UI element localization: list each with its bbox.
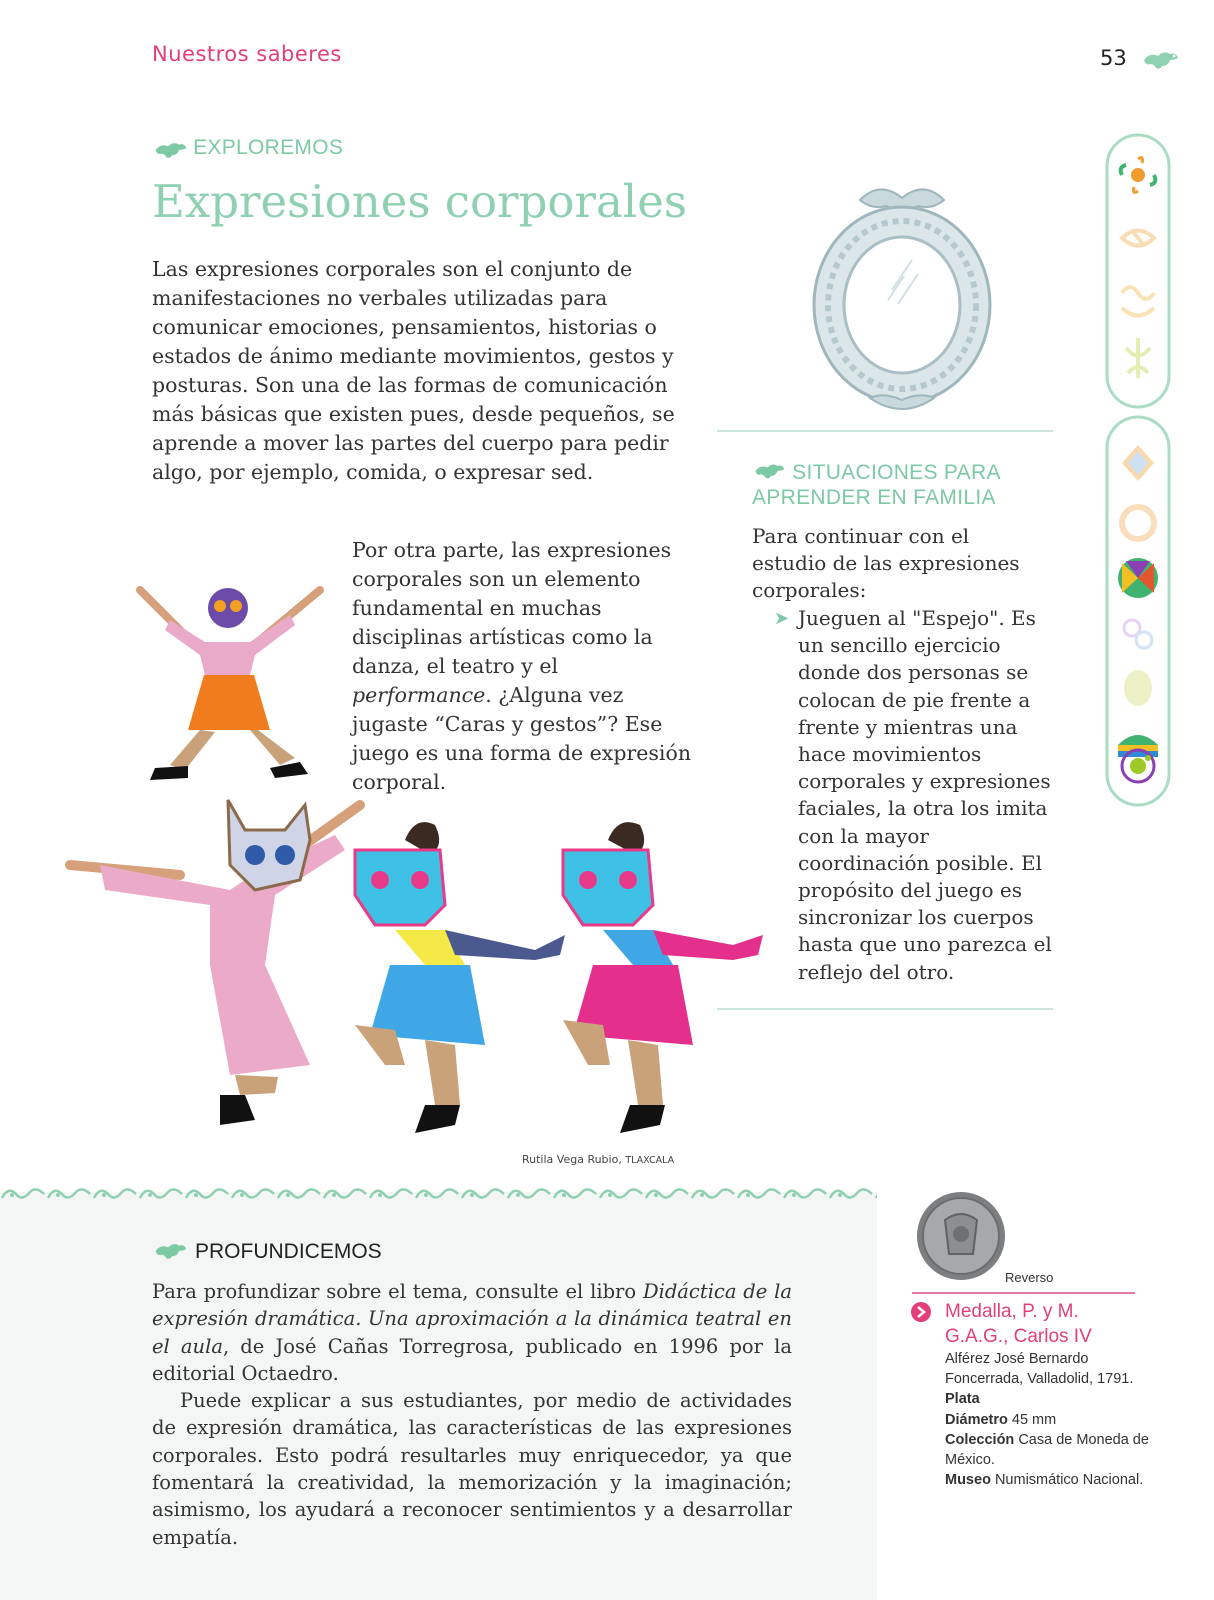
museum-value: Numismático Nacional. xyxy=(994,1472,1144,1489)
list-item-text: Jueguen al "Espejo". Es un sencillo ejercicio donde dos personas se colocan de pie frente a frente y mientras una hace movimientos corporales y expresiones faciales, la otra los imita con la mayor coordinación posible. El propósito del juego es sincronizar los cuerpos hasta que uno parezca el reflejo del otro. xyxy=(798,606,1052,984)
lizard-icon xyxy=(152,1238,188,1264)
second-paragraph xyxy=(352,536,702,797)
medal-image xyxy=(915,1190,1007,1282)
family-top-rule xyxy=(717,430,1053,432)
masked-dancer-illustration xyxy=(130,580,330,785)
intro-paragraph: Las expresiones corporales son el conjunto de manifestaciones no verbales utilizadas para comunicar emociones, pensamientos, historias o estados de ánimo mediante movimientos, gestos y posturas. Son una de las formas de comunicación más básicas que existen pues, desde pequeños, se aprende a mover las partes del cuerpo para pedir algo, por ejemplo, comida, o expresar sed. xyxy=(152,257,675,484)
bullet-arrow-icon: ➤ xyxy=(774,608,790,629)
diameter-label: Diámetro xyxy=(945,1411,1008,1428)
para2-start: Por otra parte, las expresiones corporales son un elemento fundamental en muchas disciplinas artísticas como la danza, el teatro y el xyxy=(352,538,672,678)
mirror-illustration xyxy=(800,180,1005,415)
diameter-value: 45 mm xyxy=(1011,1411,1057,1428)
page-number: 53 xyxy=(1100,46,1127,70)
family-kicker-line2: APRENDER EN FAMILIA xyxy=(752,486,996,509)
medal-material: Plata xyxy=(945,1391,980,1408)
deepen-text xyxy=(152,1278,792,1551)
illustration-credit xyxy=(522,1153,674,1166)
explore-kicker: EXPLOREMOS xyxy=(193,136,344,159)
lizard-icon xyxy=(1140,46,1180,74)
theme-icon-9 xyxy=(1124,670,1152,706)
museum-label: Museo xyxy=(945,1472,991,1489)
list-item xyxy=(752,605,1052,986)
explore-title: Expresiones corporales xyxy=(152,175,687,228)
deepen-kicker: PROFUNDICEMOS xyxy=(195,1240,382,1263)
lizard-icon xyxy=(152,137,188,163)
family-intro: Para continuar con el estudio de las expresiones corporales: xyxy=(752,524,1020,602)
theme-icon-7 xyxy=(1118,558,1158,598)
pink-skirt-dancer-illustration xyxy=(548,815,773,1140)
medal-maker: Alférez José Bernardo Foncerrada, Valladolid, 1791. xyxy=(945,1351,1134,1388)
family-kicker-line1: SITUACIONES PARA xyxy=(792,461,1001,484)
decorative-wave-band xyxy=(0,1184,877,1204)
medal-side-caption: Reverso xyxy=(1005,1270,1054,1285)
deepen-paragraph-2: Puede explicar a sus estudiantes, por medio de actividades de expresión dramática, las características de las expresiones corporales. Esto podrá resultarles muy enriquecedor, ya que fomentará la creatividad, la memorización y la imaginación; asimismo, los ayudará a reconocer sentimientos y a desarrollar empatía. xyxy=(152,1389,792,1549)
credit-place: TLAXCALA xyxy=(625,1155,675,1166)
medal-rule xyxy=(912,1292,1135,1294)
credit-artist: Rutila Vega Rubio, xyxy=(522,1153,626,1166)
medal-details xyxy=(945,1349,1155,1490)
explore-header xyxy=(152,136,343,163)
arrow-right-icon xyxy=(910,1301,932,1323)
deepen-p1-end: , de José Cañas Torregrosa, publicado en 1996 por la editorial Octaedro. xyxy=(152,1334,792,1385)
lizard-icon xyxy=(752,459,786,483)
theme-icon-splash xyxy=(1118,746,1158,786)
collection-label: Colección xyxy=(945,1431,1015,1448)
family-list xyxy=(752,605,1052,986)
deepen-p1-start: Para profundizar sobre el tema, consulte el libro xyxy=(152,1280,643,1303)
deepen-paragraph-1 xyxy=(152,1278,792,1387)
performance-term: performance xyxy=(352,683,486,707)
blue-mask-dancer-illustration xyxy=(335,815,575,1140)
medal-title: Medalla, P. y M. G.A.G., Carlos IV xyxy=(945,1301,1092,1347)
collection-value: Casa de Moneda de México. xyxy=(945,1431,1149,1469)
para2-end: . ¿Alguna vez jugaste “Caras y gestos”? Ese juego es una forma de expresión corporal. xyxy=(352,683,692,794)
family-kicker xyxy=(752,459,1042,510)
book-title: Didáctica de la expresión dramática. Una aproximación a la dinámica teatral en el aula xyxy=(152,1280,792,1358)
section-title: Nuestros saberes xyxy=(152,42,342,66)
cat-mask-dancer-illustration xyxy=(60,795,380,1140)
side-navigation-tabs xyxy=(1104,133,1172,808)
